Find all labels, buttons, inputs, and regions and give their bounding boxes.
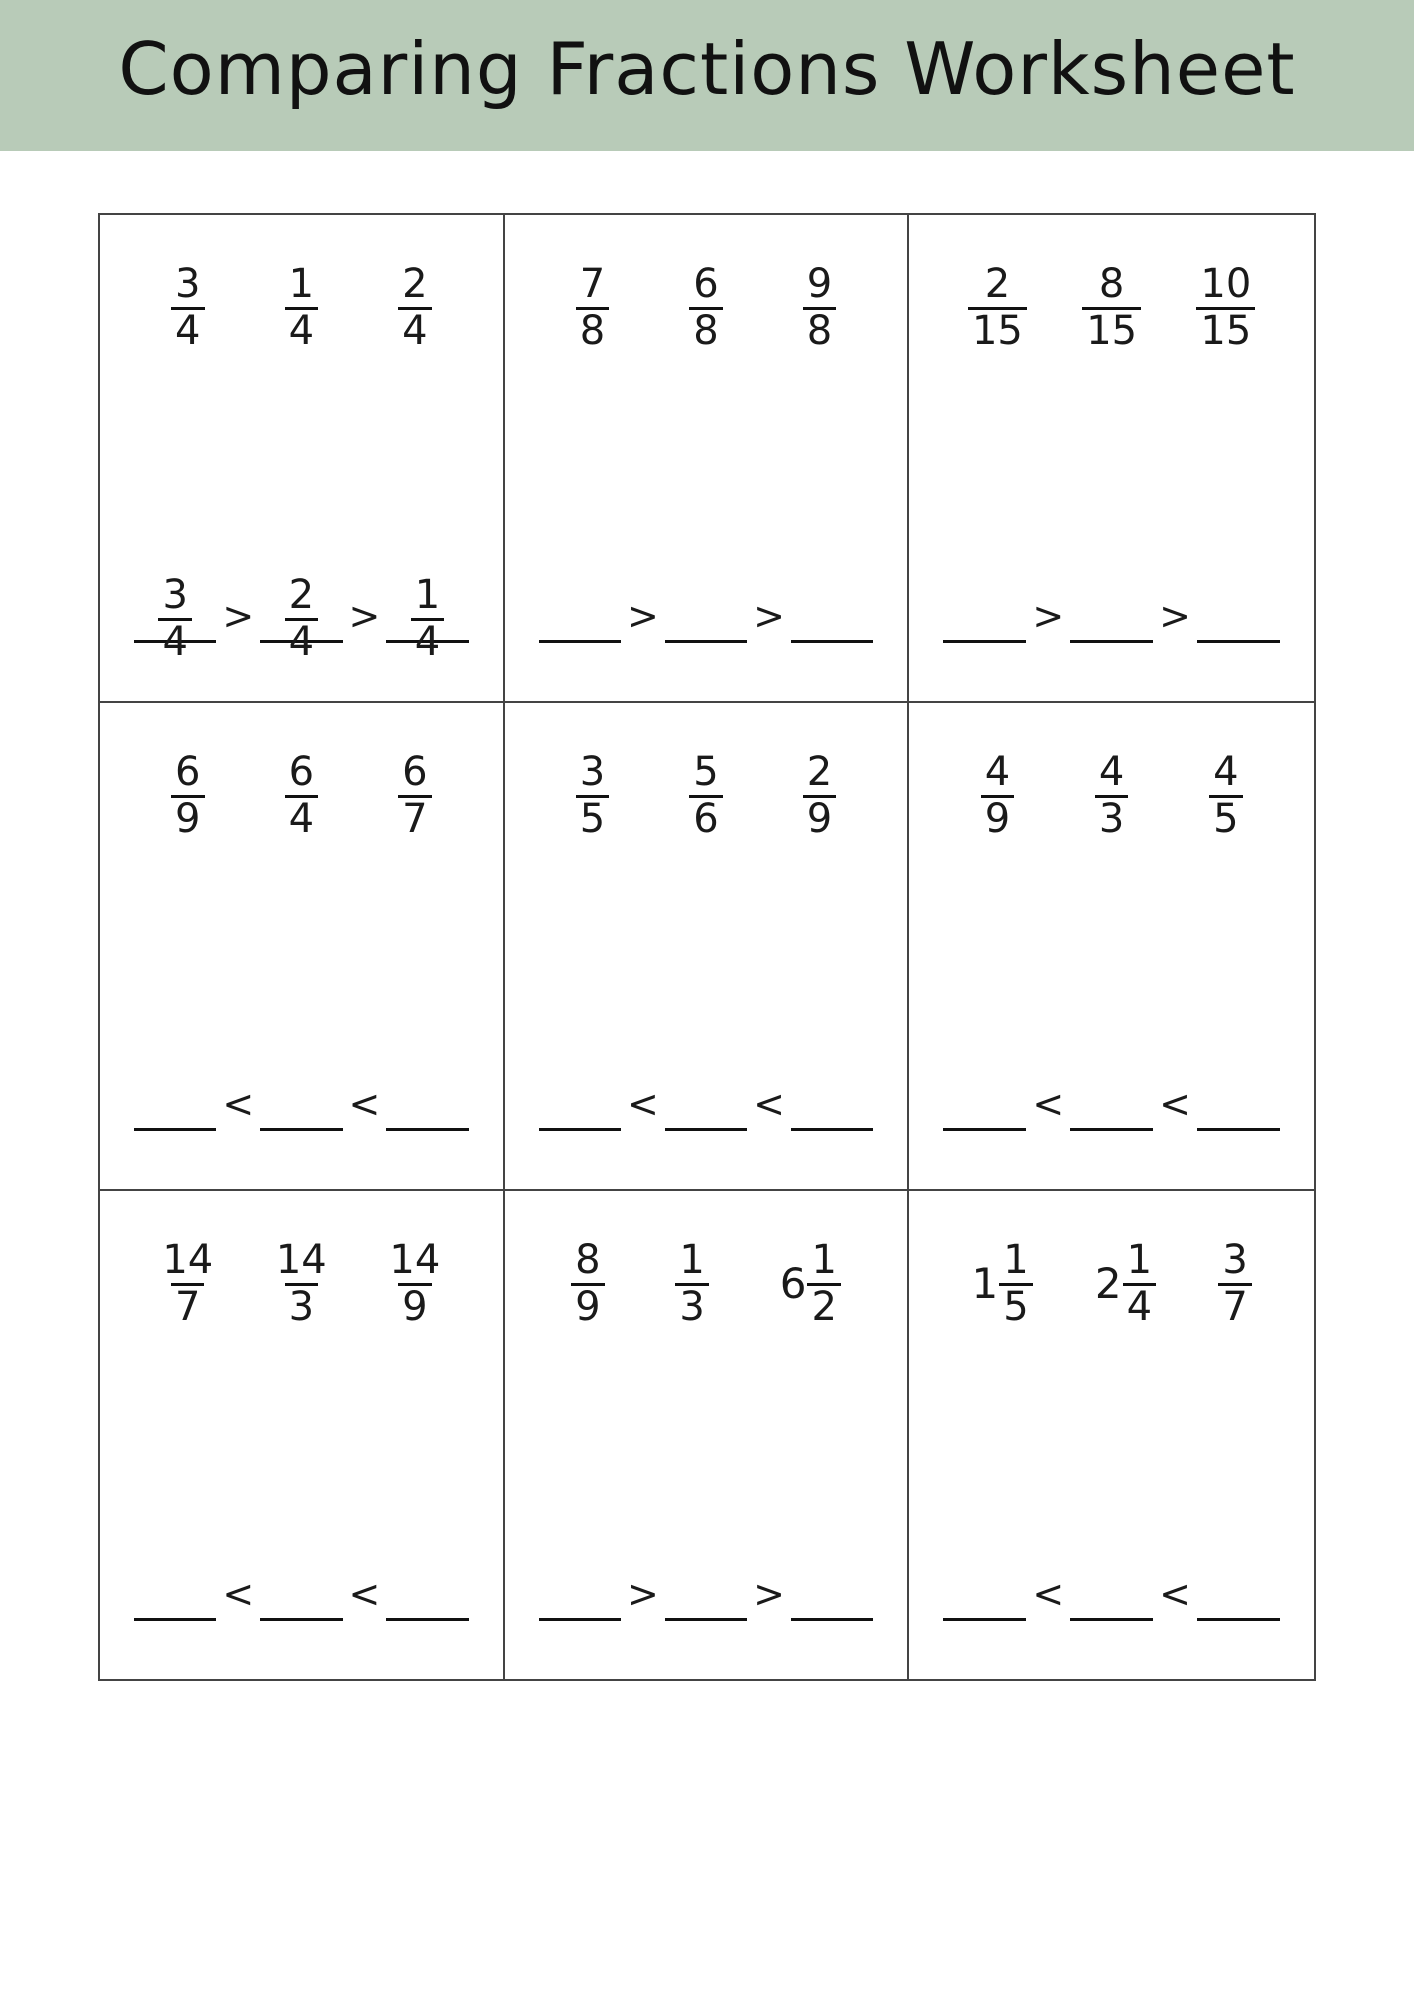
problem-5-term-3-numerator: 2 — [806, 749, 833, 796]
problem-4-term-2-numerator: 6 — [288, 749, 315, 796]
problem-9-term-1-fraction-part-numerator: 1 — [1003, 1237, 1029, 1284]
problem-1-answer-3-denominator: 4 — [411, 618, 444, 663]
problem-9-term-3-denominator: 7 — [1218, 1283, 1251, 1328]
page-title: Comparing Fractions Worksheet — [118, 27, 1296, 111]
problem-7-operator-2: < — [348, 1572, 381, 1617]
problem-5-operator-2: < — [753, 1082, 785, 1127]
problem-7-term-3-denominator: 9 — [398, 1283, 431, 1328]
problem-9-term-2-fraction-part-numerator: 1 — [1126, 1237, 1153, 1284]
problem-7-answer-blank-3[interactable] — [386, 1558, 468, 1621]
problem-2-answer-blank-1[interactable] — [539, 580, 621, 643]
problem-3-answer-blank-2[interactable] — [1070, 580, 1153, 643]
problem-4-prompt — [134, 751, 469, 871]
problem-2-prompt — [539, 263, 874, 383]
problem-9-answer-row — [943, 1558, 1280, 1621]
problem-3-answer-blank-3[interactable] — [1197, 580, 1280, 643]
problem-6-prompt — [943, 751, 1280, 871]
problem-cell — [100, 215, 505, 703]
problem-6-term-1 — [981, 749, 1014, 843]
problem-9-term-2-mixed-number — [1094, 1237, 1156, 1331]
problem-7-term-2-denominator: 3 — [285, 1283, 318, 1328]
problem-cell — [909, 215, 1314, 703]
problems-grid — [98, 213, 1316, 1681]
problem-3-term-3-denominator: 15 — [1196, 307, 1255, 352]
problem-8-term-1-denominator: 9 — [571, 1283, 604, 1328]
problem-1-answer-blank-1[interactable] — [134, 572, 216, 666]
problem-1-operator-2: > — [348, 594, 381, 639]
problem-1-term-1-denominator: 4 — [171, 307, 204, 352]
problem-2-term-1-denominator: 8 — [576, 307, 609, 352]
problem-6-term-2-numerator: 4 — [1098, 749, 1125, 796]
problem-9-term-2-fraction-part-denominator: 4 — [1123, 1283, 1156, 1328]
problem-7-answer-row — [134, 1558, 469, 1621]
problem-1-answer-2-numerator: 2 — [288, 572, 315, 619]
problem-6-answer-row — [943, 1068, 1280, 1131]
problem-cell — [909, 1191, 1314, 1679]
problem-8-term-3-fraction-part — [807, 1237, 840, 1331]
problem-2-operator-2: > — [753, 594, 785, 639]
problem-8-term-2-numerator: 1 — [679, 1237, 705, 1284]
problem-2-term-2 — [689, 261, 722, 355]
problem-2-answer-blank-3[interactable] — [791, 580, 873, 643]
problem-5-answer-blank-1[interactable] — [539, 1068, 621, 1131]
problem-1-answer-2-denominator: 4 — [285, 618, 318, 663]
problem-9-term-2-whole-part: 2 — [1094, 1259, 1122, 1309]
problem-3-term-3 — [1196, 261, 1255, 355]
problem-9-operator-2: < — [1159, 1572, 1191, 1617]
problem-8-term-1-numerator: 8 — [575, 1237, 601, 1284]
problem-4-answer-blank-1[interactable] — [134, 1068, 216, 1131]
problem-1-answer-1-denominator: 4 — [158, 618, 191, 663]
problem-8-term-3-fraction-part-numerator: 1 — [811, 1237, 837, 1284]
problem-1-answer-3 — [411, 572, 444, 666]
problem-2-answer-blank-2[interactable] — [665, 580, 747, 643]
problem-cell — [100, 1191, 505, 1679]
problem-9-term-1-mixed-number — [971, 1237, 1032, 1331]
problem-cell — [505, 703, 910, 1191]
problem-5-prompt — [539, 751, 874, 871]
problem-1-term-3 — [398, 261, 431, 355]
problem-1-prompt — [134, 263, 469, 383]
problem-5-operator-1: < — [626, 1082, 659, 1127]
problem-5-term-1-denominator: 5 — [576, 795, 609, 840]
problem-4-answer-row — [134, 1068, 469, 1131]
problem-8-term-2-denominator: 3 — [675, 1283, 708, 1328]
problem-5-term-3-denominator: 9 — [803, 795, 836, 840]
problem-8-operator-2: > — [753, 1572, 785, 1617]
problem-1-term-3-denominator: 4 — [398, 307, 431, 352]
problem-6-operator-2: < — [1159, 1082, 1191, 1127]
problem-8-answer-blank-1[interactable] — [539, 1558, 621, 1621]
problem-6-term-3-numerator: 4 — [1213, 749, 1239, 796]
problem-4-term-3 — [398, 749, 431, 843]
problem-8-term-3-whole-part: 6 — [779, 1259, 807, 1309]
problem-8-answer-blank-2[interactable] — [665, 1558, 747, 1621]
problem-2-term-1 — [576, 261, 609, 355]
problem-4-answer-blank-2[interactable] — [260, 1068, 342, 1131]
problem-5-term-2 — [689, 749, 722, 843]
problem-1-answer-2 — [285, 572, 318, 666]
problem-7-answer-blank-2[interactable] — [260, 1558, 342, 1621]
problem-8-answer-blank-3[interactable] — [791, 1558, 873, 1621]
problem-9-answer-blank-3[interactable] — [1197, 1558, 1280, 1621]
problem-7-operator-1: < — [222, 1572, 255, 1617]
problem-5-answer-blank-2[interactable] — [665, 1068, 747, 1131]
problem-8-term-3-mixed-number — [779, 1237, 841, 1331]
problem-9-prompt — [943, 1239, 1280, 1359]
problem-4-term-2-denominator: 4 — [285, 795, 318, 840]
header-band — [0, 0, 1414, 151]
problem-5-term-3 — [803, 749, 836, 843]
problem-6-term-3-denominator: 5 — [1209, 795, 1242, 840]
problem-2-term-3-numerator: 9 — [806, 261, 833, 308]
problem-6-operator-1: < — [1032, 1082, 1065, 1127]
problem-4-term-1-denominator: 9 — [171, 795, 204, 840]
problem-4-answer-blank-3[interactable] — [386, 1068, 468, 1131]
problem-3-term-1-numerator: 2 — [984, 261, 1011, 308]
problem-1-term-2-denominator: 4 — [285, 307, 318, 352]
problem-7-term-2-numerator: 14 — [275, 1237, 327, 1284]
problem-7-term-1-numerator: 14 — [162, 1237, 214, 1284]
problem-1-term-2-numerator: 1 — [288, 261, 315, 308]
problem-1-term-3-numerator: 2 — [402, 261, 428, 308]
problem-3-term-2-denominator: 15 — [1082, 307, 1141, 352]
problem-6-answer-blank-3[interactable] — [1197, 1068, 1280, 1131]
problem-9-term-1-whole-part: 1 — [971, 1259, 999, 1309]
problem-4-operator-2: < — [348, 1082, 381, 1127]
problem-2-term-3-denominator: 8 — [803, 307, 836, 352]
problem-4-term-2 — [285, 749, 318, 843]
problem-6-term-1-denominator: 9 — [981, 795, 1014, 840]
problem-3-operator-1: > — [1032, 594, 1065, 639]
problem-5-answer-blank-3[interactable] — [791, 1068, 873, 1131]
problem-9-term-1-fraction-part-denominator: 5 — [999, 1283, 1032, 1328]
problem-8-answer-row — [539, 1558, 874, 1621]
problem-6-term-1-numerator: 4 — [984, 749, 1011, 796]
problem-8-operator-1: > — [626, 1572, 659, 1617]
problem-3-answer-blank-1[interactable] — [943, 580, 1026, 643]
problem-3-term-3-numerator: 10 — [1200, 261, 1252, 308]
problem-3-term-2-numerator: 8 — [1098, 261, 1125, 308]
problem-6-answer-blank-2[interactable] — [1070, 1068, 1153, 1131]
problem-2-term-1-numerator: 7 — [579, 261, 606, 308]
problem-5-answer-row — [539, 1068, 874, 1131]
problem-1-answer-blank-3[interactable] — [386, 572, 468, 666]
problem-1-answer-row — [134, 572, 469, 666]
problem-7-prompt — [134, 1239, 469, 1359]
problem-9-term-3-numerator: 3 — [1222, 1237, 1248, 1284]
problem-8-prompt — [539, 1239, 874, 1359]
problem-1-operator-1: > — [222, 594, 255, 639]
problem-4-operator-1: < — [222, 1082, 255, 1127]
problem-4-term-1 — [171, 749, 204, 843]
problem-cell — [505, 1191, 910, 1679]
problem-8-term-1 — [571, 1237, 604, 1331]
problem-6-term-2-denominator: 3 — [1095, 795, 1128, 840]
problem-5-term-1 — [576, 749, 609, 843]
problem-8-term-3-fraction-part-denominator: 2 — [807, 1283, 840, 1328]
problem-6-term-2 — [1095, 749, 1128, 843]
problem-7-term-3-numerator: 14 — [389, 1237, 441, 1284]
problem-4-term-1-numerator: 6 — [175, 749, 201, 796]
problem-9-term-3 — [1218, 1237, 1251, 1331]
problem-1-answer-3-numerator: 1 — [414, 572, 441, 619]
problem-9-answer-blank-1[interactable] — [943, 1558, 1026, 1621]
problem-6-term-3 — [1209, 749, 1242, 843]
problem-1-term-1-numerator: 3 — [175, 261, 201, 308]
problem-1-term-1 — [171, 261, 204, 355]
problem-1-answer-blank-2[interactable] — [260, 572, 342, 666]
problem-6-answer-blank-1[interactable] — [943, 1068, 1026, 1131]
problem-1-term-2 — [285, 261, 318, 355]
problem-1-answer-1 — [158, 572, 191, 666]
problem-3-prompt — [943, 263, 1280, 383]
problem-1-answer-1-numerator: 3 — [162, 572, 188, 619]
problem-5-term-2-denominator: 6 — [689, 795, 722, 840]
problem-3-answer-row — [943, 580, 1280, 643]
problem-2-term-2-numerator: 6 — [693, 261, 719, 308]
problem-cell — [100, 703, 505, 1191]
problem-7-term-1-denominator: 7 — [171, 1283, 204, 1328]
problem-9-answer-blank-2[interactable] — [1070, 1558, 1153, 1621]
problem-3-operator-2: > — [1159, 594, 1191, 639]
problem-2-term-2-denominator: 8 — [689, 307, 722, 352]
problem-7-term-2 — [272, 1237, 331, 1331]
problem-cell — [909, 703, 1314, 1191]
problem-2-operator-1: > — [626, 594, 659, 639]
problem-5-term-2-numerator: 5 — [693, 749, 719, 796]
problem-5-term-1-numerator: 3 — [579, 749, 606, 796]
problem-3-term-2 — [1082, 261, 1141, 355]
problem-8-term-2 — [675, 1237, 708, 1331]
problem-3-term-1 — [968, 261, 1027, 355]
problem-2-answer-row — [539, 580, 874, 643]
problem-4-term-3-denominator: 7 — [398, 795, 431, 840]
problem-2-term-3 — [803, 261, 836, 355]
problem-4-term-3-numerator: 6 — [402, 749, 428, 796]
problem-7-answer-blank-1[interactable] — [134, 1558, 216, 1621]
problem-7-term-1 — [158, 1237, 217, 1331]
problem-cell — [505, 215, 910, 703]
problem-9-operator-1: < — [1032, 1572, 1065, 1617]
problem-9-term-1-fraction-part — [999, 1237, 1032, 1331]
problem-9-term-2-fraction-part — [1123, 1237, 1156, 1331]
problem-7-term-3 — [385, 1237, 444, 1331]
problem-3-term-1-denominator: 15 — [968, 307, 1027, 352]
